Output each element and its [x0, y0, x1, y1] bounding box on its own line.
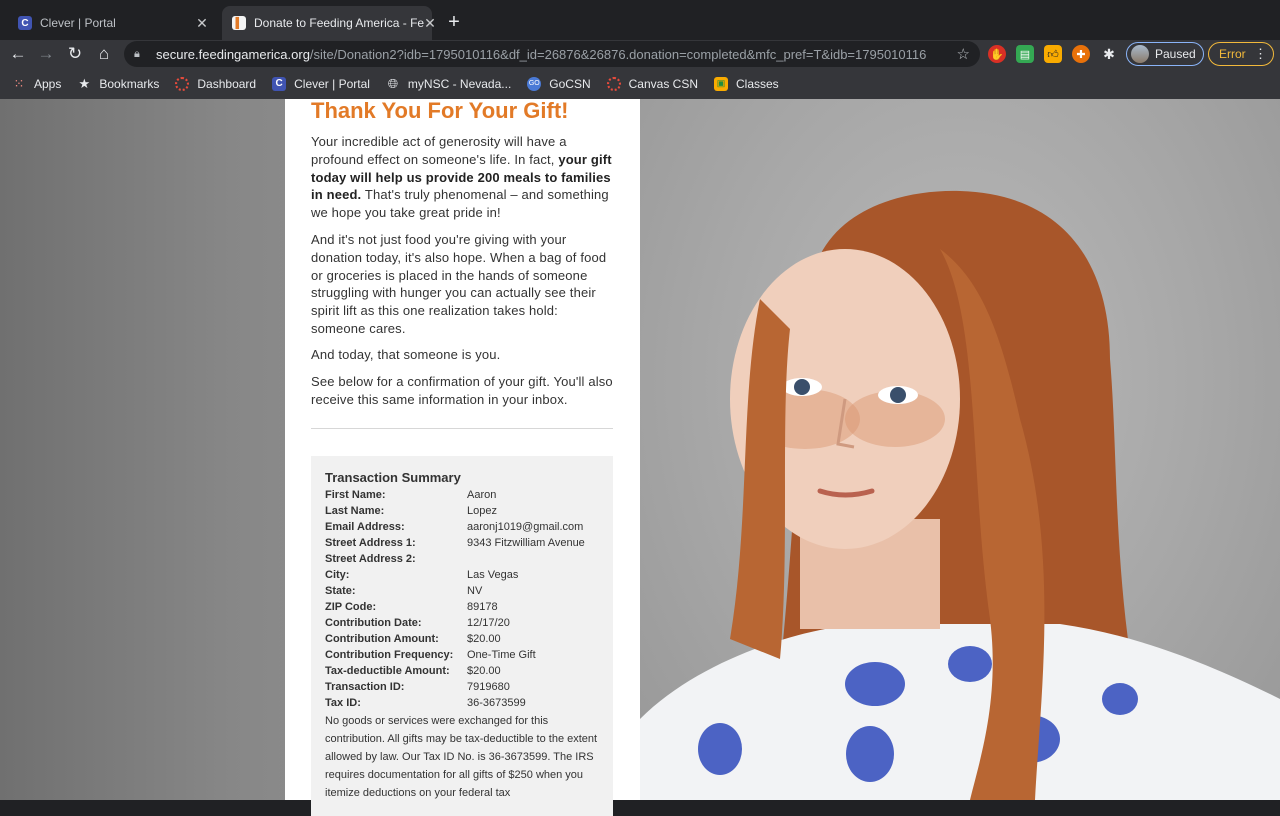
gocsn-icon: GO: [527, 77, 541, 91]
reload-button[interactable]: ↻: [67, 44, 83, 63]
donation-confirmation-panel: [285, 99, 640, 800]
bookmark-clever-portal[interactable]: [272, 77, 370, 91]
bookmark-classes[interactable]: [714, 77, 779, 91]
bookmark-bookmarks[interactable]: [77, 77, 159, 91]
bookmark-mynsc[interactable]: [386, 77, 511, 91]
tab-feeding-america[interactable]: [222, 6, 436, 40]
extensions-puzzle-icon[interactable]: ✱: [1103, 45, 1115, 62]
tab-title: Donate to Feeding America - Fe: [254, 16, 425, 30]
bookmark-dashboard[interactable]: [175, 77, 256, 91]
divider: [311, 428, 613, 429]
extension-pin-icon[interactable]: ✚: [1072, 45, 1090, 63]
summary-row-contribution-frequency: Contribution Frequency: One-Time Gift: [325, 649, 536, 661]
bookmark-label: Clever | Portal: [294, 76, 370, 91]
summary-row-contribution-amount: Contribution Amount: $20.00: [325, 633, 501, 645]
apps-grid-icon: ⁙: [13, 75, 25, 91]
transaction-summary: [311, 456, 613, 816]
address-bar[interactable]: [124, 41, 980, 67]
bookmark-label: Canvas CSN: [628, 76, 698, 91]
summary-row-tax-deductible: Tax-deductible Amount: $20.00: [325, 665, 501, 677]
home-button[interactable]: ⌂: [98, 44, 110, 63]
summary-row-email: Email Address: aaronj1019@gmail.com: [325, 521, 584, 533]
tab-clever-portal[interactable]: [8, 6, 220, 40]
summary-row-street-1: Street Address 1: 9343 Fitzwilliam Avenue: [325, 537, 585, 549]
summary-row-first-name: First Name: Aaron: [325, 489, 497, 501]
generosity-paragraph: Your incredible act of generosity will have a profound effect on someone's life. In fact, your gift today will help us provide 200 meals to families in need. That's truly phenomenal – and something we hope you take great pride in!: [311, 134, 612, 221]
transaction-summary-title: Transaction Summary: [325, 470, 461, 485]
bookmark-label: Bookmarks: [99, 76, 160, 91]
forward-button[interactable]: →: [37, 44, 55, 63]
close-icon[interactable]: ✕: [424, 14, 436, 31]
url-host: secure.feedingamerica.org: [156, 46, 310, 62]
summary-row-state: State: NV: [325, 585, 483, 597]
summary-row-last-name: Last Name: Lopez: [325, 505, 497, 517]
back-button[interactable]: ←: [9, 44, 27, 63]
classroom-icon: ▣: [714, 77, 728, 91]
clever-icon: C: [272, 77, 286, 91]
url-path: /site/Donation2?idb=1795010116&df_id=26876&26876.donation=completed&mfc_pref=T&idb=1795010116: [309, 46, 927, 62]
bookmarks-bar: [0, 68, 1280, 99]
bookmark-label: Dashboard: [197, 76, 257, 91]
summary-row-street-2: Street Address 2:: [325, 553, 416, 565]
kebab-menu-icon[interactable]: ⋮: [1254, 46, 1267, 61]
star-icon: ★: [78, 75, 91, 91]
extension-stop-icon[interactable]: ✋: [988, 45, 1006, 63]
summary-row-city: City: Las Vegas: [325, 569, 519, 581]
bookmark-apps[interactable]: [12, 77, 61, 91]
profile-status-label: Paused: [1155, 47, 1196, 61]
feeding-america-icon: ▌: [232, 16, 246, 30]
hope-paragraph: And it's not just food you're giving with your donation today, it's also hope. When a bag of food or groceries is placed in the hands of someone struggling with hunger you can actually see their spirit lift as this one realization takes hold: someone cares.: [311, 232, 607, 336]
bookmark-label: Classes: [735, 76, 779, 91]
summary-row-zip: ZIP Code: 89178: [325, 601, 498, 613]
hero-photo: [640, 99, 1280, 800]
error-label: Error: [1219, 47, 1246, 61]
summary-row-contribution-date: Contribution Date: 12/17/20: [325, 617, 510, 629]
bookmark-star-icon[interactable]: ☆: [956, 46, 970, 63]
clever-icon: C: [18, 16, 32, 30]
tax-disclaimer: No goods or services were exchanged for this contribution. All gifts may be tax-deductible to the extent allowed by law. Our Tax ID No. is 36-3673599. The IRS requires documentation for all gifts of $250 when you itemize deductions on your federal tax: [325, 715, 598, 799]
canvas-icon: [607, 77, 621, 91]
canvas-icon: [175, 77, 189, 91]
page-title: Thank You For Your Gift!: [311, 98, 569, 123]
bookmark-gocsn[interactable]: [527, 77, 590, 91]
lock-icon[interactable]: 🔒︎: [134, 48, 140, 60]
bookmark-label: myNSC - Nevada...: [407, 76, 512, 91]
web-page: [0, 99, 1280, 800]
url-text: [156, 47, 951, 62]
confirmation-paragraph: See below for a confirmation of your gift. You'll also receive this same information in your inbox.: [311, 374, 613, 407]
globe-icon: 🌐︎: [387, 75, 399, 91]
tab-strip: [0, 0, 1280, 40]
summary-row-tax-id: Tax ID: 36-3673599: [325, 697, 526, 709]
extension-sheet-icon[interactable]: ▤: [1016, 45, 1034, 63]
girl-portrait-image: [640, 99, 1280, 800]
new-tab-button[interactable]: +: [448, 11, 460, 33]
browser-toolbar: [0, 40, 1280, 68]
bookmark-canvas-csn[interactable]: [607, 77, 698, 91]
close-icon[interactable]: ✕: [196, 14, 208, 31]
tab-title: Clever | Portal: [40, 16, 116, 30]
profile-paused-button[interactable]: [1126, 42, 1204, 66]
summary-row-transaction-id: Transaction ID: 7919680: [325, 681, 510, 693]
avatar: [1131, 45, 1149, 63]
someone-is-you-paragraph: And today, that someone is you.: [311, 347, 501, 362]
extension-thumb-icon[interactable]: 👍︎: [1044, 45, 1062, 63]
bookmark-label: Apps: [34, 76, 62, 91]
bookmark-label: GoCSN: [549, 76, 591, 91]
error-button[interactable]: [1208, 42, 1274, 66]
